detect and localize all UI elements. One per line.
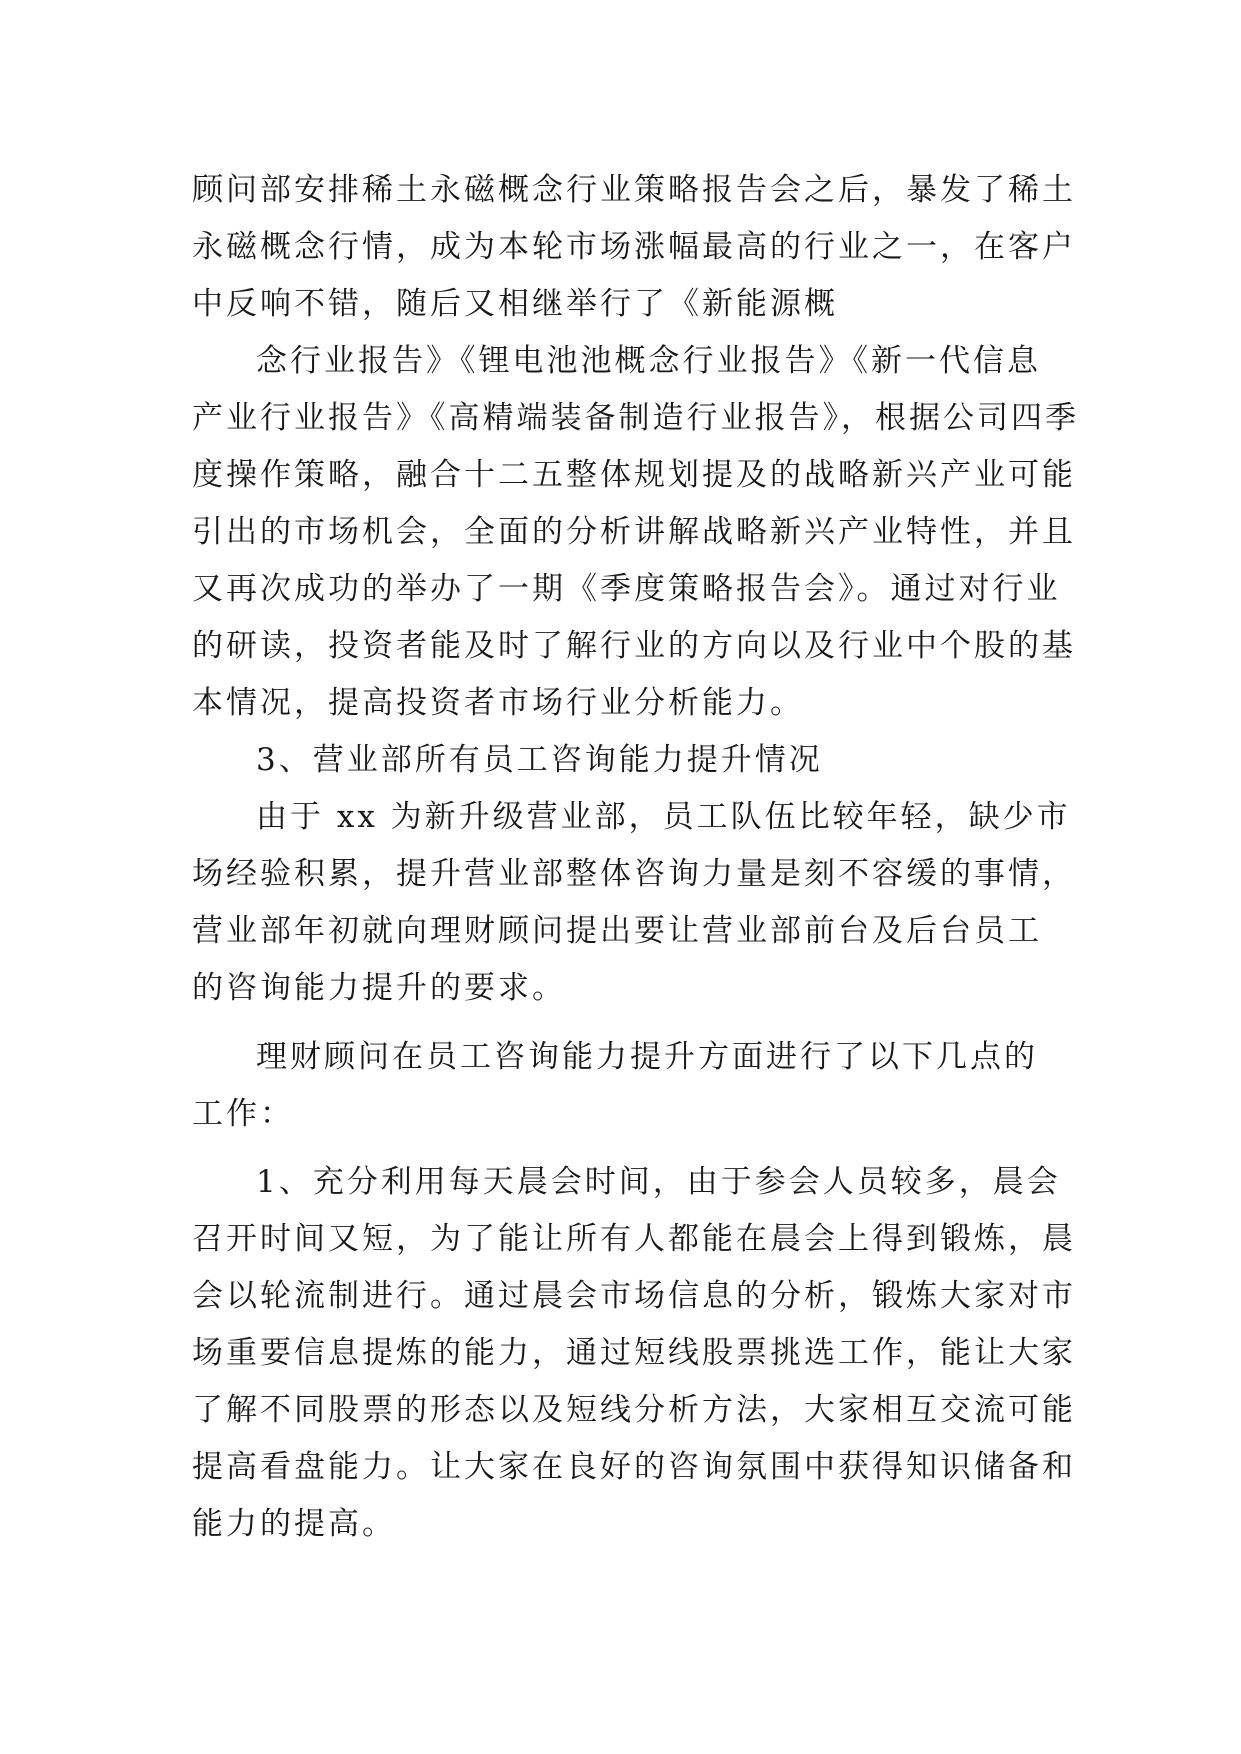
text-line: 的咨询能力提升的要求。 — [192, 970, 566, 1006]
text-line: 1、充分利用每天晨会时间，由于参会人员较多，晨会 — [256, 1164, 1061, 1200]
text-line: 了解不同股票的形态以及短线分析方法，大家相互交流可能 — [192, 1392, 1076, 1428]
text-line: 永磁概念行情，成为本轮市场涨幅最高的行业之一，在客户 — [192, 229, 1076, 265]
text-line: 度操作策略，融合十二五整体规划提及的战略新兴产业可能 — [192, 457, 1076, 493]
text-line: 提高看盘能力。让大家在良好的咨询氛围中获得知识储备和 — [192, 1449, 1076, 1485]
text-line: 能力的提高。 — [192, 1506, 396, 1542]
text-line: 又再次成功的举办了一期《季度策略报告会》。通过对行业 — [192, 571, 1061, 607]
text-line: 的研读，投资者能及时了解行业的方向以及行业中个股的基 — [192, 628, 1076, 664]
text-line: 由于 xx 为新升级营业部，员工队伍比较年轻，缺少市 — [256, 799, 1071, 835]
text-line: 场重要信息提炼的能力，通过短线股票挑选工作，能让大家 — [192, 1335, 1076, 1371]
section-heading: 3、营业部所有员工咨询能力提升情况 — [256, 742, 823, 778]
text-line: 理财顾问在员工咨询能力提升方面进行了以下几点的 — [256, 1039, 1038, 1075]
text-line: 场经验积累，提升营业部整体咨询力量是刻不容缓的事情， — [192, 856, 1076, 892]
text-line: 中反响不错，随后又相继举行了《新能源概 — [192, 286, 838, 322]
text-line: 本情况，提高投资者市场行业分析能力。 — [192, 685, 804, 721]
text-line: 召开时间又短，为了能让所有人都能在晨会上得到锻炼，晨 — [192, 1221, 1076, 1257]
text-line: 营业部年初就向理财顾问提出要让营业部前台及后台员工 — [192, 913, 1042, 949]
text-line: 引出的市场机会，全面的分析讲解战略新兴产业特性，并且 — [192, 514, 1076, 550]
text-line: 会以轮流制进行。通过晨会市场信息的分析，锻炼大家对市 — [192, 1278, 1076, 1314]
text-line: 工作： — [192, 1096, 294, 1132]
text-line: 念行业报告》《锂电池池概念行业报告》《新一代信息 — [256, 343, 1041, 379]
text-line: 顾问部安排稀土永磁概念行业策略报告会之后，暴发了稀土 — [192, 172, 1076, 208]
text-line: 产业行业报告》《高精端装备制造行业报告》，根据公司四季 — [192, 400, 1079, 436]
